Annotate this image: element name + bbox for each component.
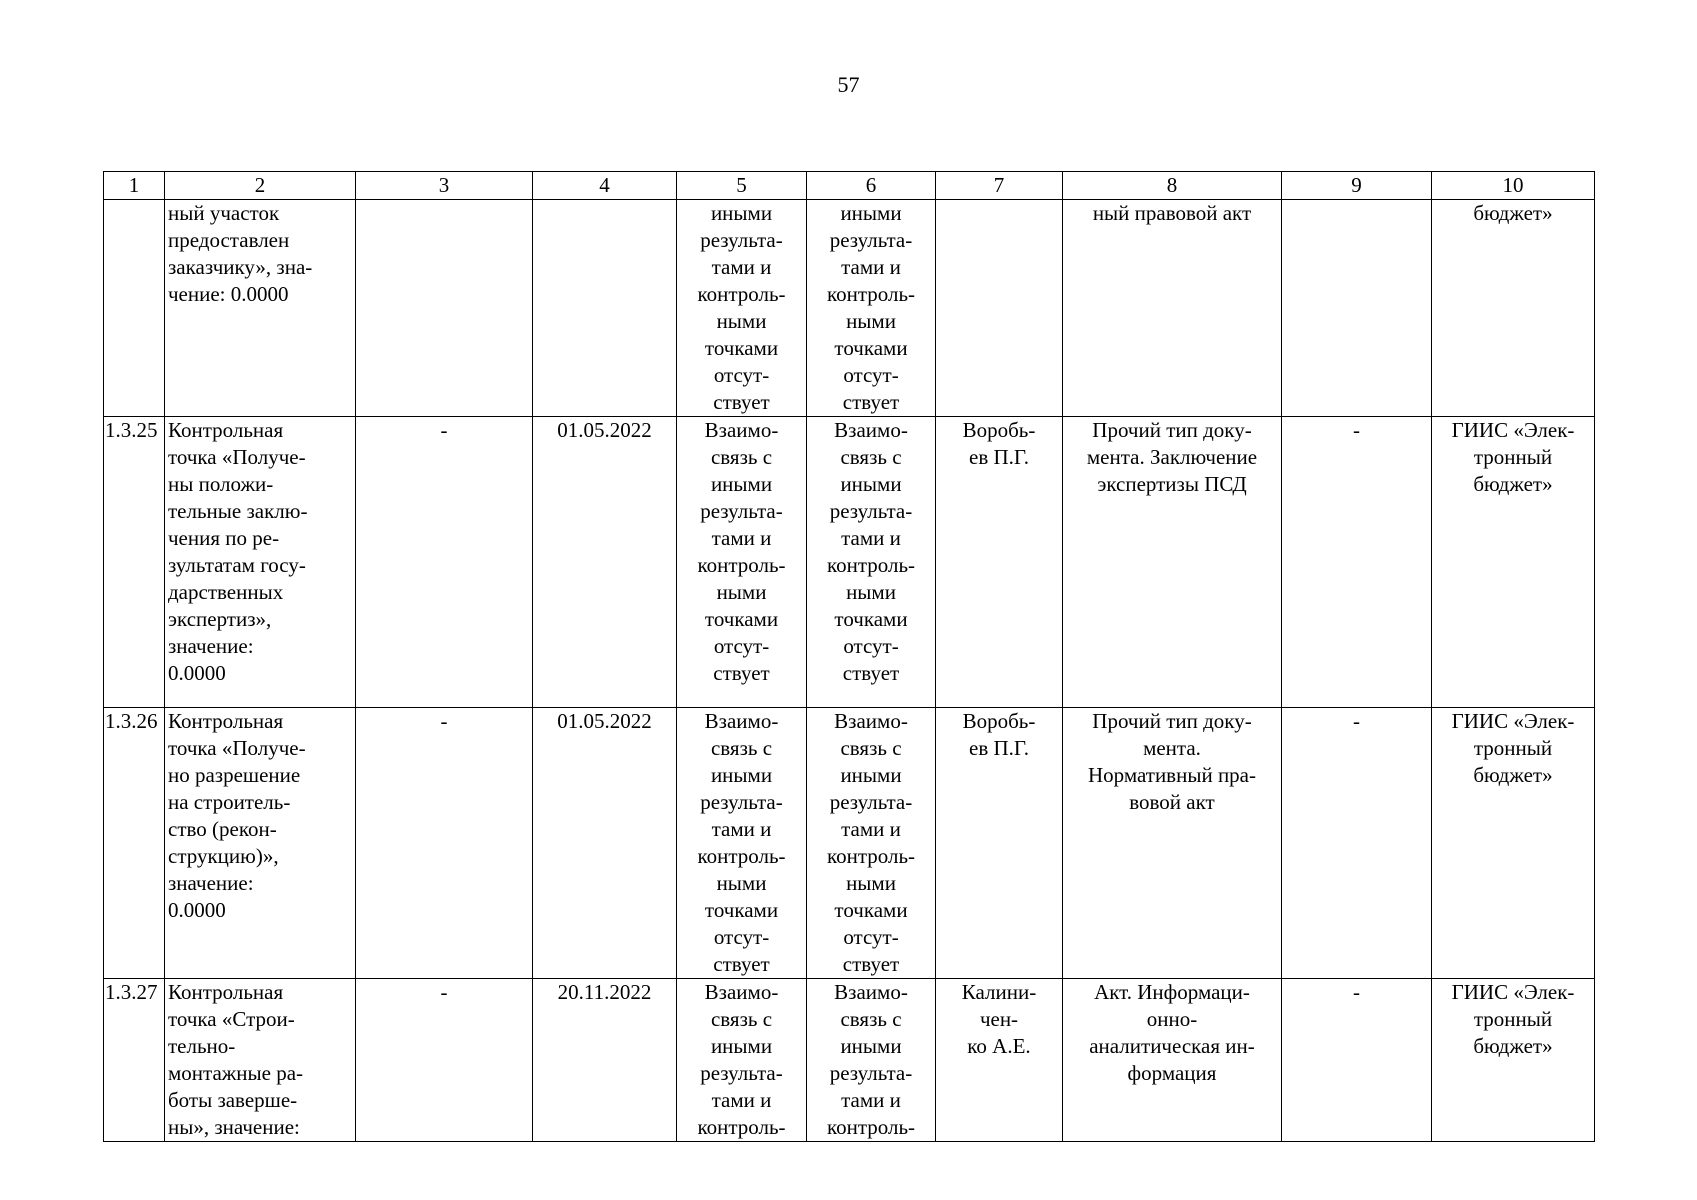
cell-line: тронный <box>1473 445 1553 469</box>
cell-line: отсут- <box>843 925 899 949</box>
responsible-cell <box>936 200 1063 417</box>
cell-line: Контрольная <box>168 709 284 733</box>
document-type-cell <box>1063 979 1282 1142</box>
row-number-cell: 1.3.25 <box>104 417 165 708</box>
column-header: 6 <box>807 172 936 200</box>
cell-line: онно- <box>1146 1007 1198 1031</box>
cell-line: тами и <box>711 255 772 279</box>
cell-line: тельные заклю- <box>168 499 308 523</box>
cell-line: иными <box>710 763 773 787</box>
date-cell: 01.05.2022 <box>533 708 677 979</box>
cell-line: значение: <box>168 634 254 658</box>
cell-line: чения по ре- <box>168 526 280 550</box>
cell-line: Взаимо- <box>704 709 779 733</box>
responsible-cell <box>936 708 1063 979</box>
document-type-cell <box>1063 708 1282 979</box>
cell-line: контроль- <box>697 282 786 306</box>
table-row <box>104 200 1595 417</box>
cell-line: отсут- <box>843 634 899 658</box>
cell-line: значение: <box>168 871 254 895</box>
table-header-row <box>104 172 1595 200</box>
cell-line: результа- <box>829 499 913 523</box>
cell-line: ный участок <box>168 201 280 225</box>
column-9-cell: - <box>1282 417 1432 708</box>
column-header: 8 <box>1063 172 1282 200</box>
item-name-cell <box>165 417 356 708</box>
cell-line: ствует <box>713 952 770 976</box>
cell-line: Взаимо- <box>704 418 779 442</box>
cell-line: ствует <box>713 390 770 414</box>
cell-line: точками <box>834 336 908 360</box>
cell-line: отсут- <box>713 363 770 387</box>
cell-line: Акт. Информаци- <box>1094 980 1250 1004</box>
cell-line: ствует <box>842 952 900 976</box>
cell-line: ными <box>716 580 767 604</box>
cell-line: отсут- <box>713 925 770 949</box>
cell-line: ными <box>716 871 767 895</box>
cell-line: аналитическая ин- <box>1089 1034 1255 1058</box>
item-name-cell <box>165 979 356 1142</box>
column-5-cell <box>677 200 807 417</box>
cell-line: контроль- <box>826 282 916 306</box>
cell-line: тами и <box>711 817 772 841</box>
cell-line: контроль- <box>697 1115 786 1139</box>
column-header: 10 <box>1432 172 1595 200</box>
responsible-cell <box>936 417 1063 708</box>
column-3-cell <box>356 200 533 417</box>
cell-line: заказчику», зна- <box>168 255 313 279</box>
cell-line: струкцию)», <box>168 844 279 868</box>
column-header: 9 <box>1282 172 1432 200</box>
row-number-cell: 1.3.26 <box>104 708 165 979</box>
cell-line: Взаимо- <box>704 980 779 1004</box>
cell-line: экспертизы ПСД <box>1097 472 1247 496</box>
cell-line: результа- <box>829 790 913 814</box>
date-cell: 01.05.2022 <box>533 417 677 708</box>
table-row <box>104 417 1595 708</box>
cell-line: иными <box>840 472 902 496</box>
column-5-cell <box>677 979 807 1142</box>
cell-line: зультатам госу- <box>168 553 306 577</box>
cell-line: тронный <box>1473 1007 1553 1031</box>
cell-line: 0.0000 <box>168 898 226 922</box>
column-9-cell: - <box>1282 708 1432 979</box>
cell-line: бюджет» <box>1473 1034 1553 1058</box>
cell-line: отсут- <box>843 363 899 387</box>
cell-line: Воробь- <box>962 709 1036 733</box>
cell-line: связь с <box>840 445 902 469</box>
cell-line: связь с <box>840 736 902 760</box>
cell-line: связь с <box>840 1007 902 1031</box>
cell-line: ными <box>846 871 896 895</box>
cell-line: ко А.Е. <box>967 1034 1031 1058</box>
cell-line: точка «Получе- <box>168 445 306 469</box>
cell-line: Контрольная <box>168 980 284 1004</box>
cell-line: ный правовой акт <box>1092 201 1252 225</box>
cell-line: точка «Получе- <box>168 736 306 760</box>
cell-line: ГИИС «Элек- <box>1451 980 1575 1004</box>
cell-line: точками <box>704 607 779 631</box>
cell-line: боты заверше- <box>168 1088 298 1112</box>
system-cell <box>1432 979 1595 1142</box>
cell-line: связь с <box>710 736 773 760</box>
cell-line: результа- <box>700 1061 783 1085</box>
cell-line: монтажные ра- <box>168 1061 304 1085</box>
cell-line: иными <box>840 201 902 225</box>
column-3-cell: - <box>356 979 533 1142</box>
cell-line: мента. Заключение <box>1086 445 1258 469</box>
cell-line: Воробь- <box>962 418 1036 442</box>
column-header: 2 <box>165 172 356 200</box>
cell-line: ствует <box>842 390 900 414</box>
cell-line: ными <box>846 309 896 333</box>
cell-line: результа- <box>700 228 783 252</box>
column-header: 3 <box>356 172 533 200</box>
cell-line: точками <box>834 607 908 631</box>
cell-line: тельно- <box>168 1034 236 1058</box>
cell-line: Взаимо- <box>834 418 908 442</box>
column-5-cell <box>677 708 807 979</box>
cell-line: тами и <box>711 1088 772 1112</box>
cell-line: результа- <box>700 499 783 523</box>
cell-line: точка «Строи- <box>168 1007 295 1031</box>
cell-line: на строитель- <box>168 790 291 814</box>
cell-line: ГИИС «Элек- <box>1451 418 1575 442</box>
cell-line: тами и <box>711 526 772 550</box>
cell-line: ствует <box>842 661 900 685</box>
cell-line: ство (рекон- <box>168 817 277 841</box>
column-6-cell <box>807 979 936 1142</box>
cell-line: дарственных <box>168 580 284 604</box>
cell-line: ГИИС «Элек- <box>1451 709 1575 733</box>
cell-line: ными <box>846 580 896 604</box>
item-name-cell <box>165 708 356 979</box>
cell-line: отсут- <box>713 634 770 658</box>
cell-line: тами и <box>841 817 901 841</box>
cell-line: бюджет» <box>1473 763 1553 787</box>
cell-line: связь с <box>710 445 773 469</box>
cell-line: тами и <box>841 526 901 550</box>
column-3-cell: - <box>356 708 533 979</box>
cell-line: иными <box>710 201 773 225</box>
date-cell: 20.11.2022 <box>533 979 677 1142</box>
cell-line: Контрольная <box>168 418 284 442</box>
column-header: 1 <box>104 172 165 200</box>
row-number-cell <box>104 200 165 417</box>
cell-line: Нормативный пра- <box>1088 763 1256 787</box>
date-cell <box>533 200 677 417</box>
cell-line: тронный <box>1473 736 1553 760</box>
cell-line: иными <box>840 763 902 787</box>
table-row <box>104 979 1595 1142</box>
cell-line: Прочий тип доку- <box>1092 418 1252 442</box>
cell-line: вовой акт <box>1129 790 1215 814</box>
column-9-cell: - <box>1282 979 1432 1142</box>
cell-line: чение: 0.0000 <box>168 282 289 306</box>
cell-line: результа- <box>829 228 913 252</box>
document-type-cell <box>1063 200 1282 417</box>
column-header: 5 <box>677 172 807 200</box>
report-table <box>103 171 1595 1142</box>
column-6-cell <box>807 708 936 979</box>
cell-line: иными <box>710 472 773 496</box>
cell-line: Взаимо- <box>834 980 908 1004</box>
cell-line: предоставлен <box>168 228 290 252</box>
column-6-cell <box>807 417 936 708</box>
cell-line: бюджет» <box>1473 472 1553 496</box>
cell-line: контроль- <box>697 553 786 577</box>
cell-line: ны», значение: <box>168 1115 300 1139</box>
cell-line: контроль- <box>826 1115 916 1139</box>
cell-line: экспертиз», <box>168 607 272 631</box>
item-name-cell <box>165 200 356 417</box>
cell-line: 0.0000 <box>168 661 226 685</box>
system-cell <box>1432 417 1595 708</box>
cell-line: иными <box>840 1034 902 1058</box>
responsible-cell <box>936 979 1063 1142</box>
cell-line: ев П.Г. <box>969 736 1029 760</box>
cell-line: ев П.Г. <box>969 445 1029 469</box>
cell-line: точками <box>834 898 908 922</box>
system-cell <box>1432 200 1595 417</box>
cell-line: связь с <box>710 1007 773 1031</box>
cell-line: бюджет» <box>1473 201 1553 225</box>
cell-line: результа- <box>700 790 783 814</box>
document-type-cell <box>1063 417 1282 708</box>
cell-line: но разрешение <box>168 763 301 787</box>
cell-line: ны положи- <box>168 472 274 496</box>
cell-line: точками <box>704 898 779 922</box>
column-9-cell <box>1282 200 1432 417</box>
cell-line: тами и <box>841 255 901 279</box>
system-cell <box>1432 708 1595 979</box>
page-number: 57 <box>837 72 860 97</box>
cell-line: контроль- <box>826 553 916 577</box>
column-header: 4 <box>533 172 677 200</box>
cell-line: иными <box>710 1034 773 1058</box>
cell-line: Прочий тип доку- <box>1092 709 1252 733</box>
cell-line: контроль- <box>826 844 916 868</box>
cell-line: ными <box>716 309 767 333</box>
column-5-cell <box>677 417 807 708</box>
row-number-cell: 1.3.27 <box>104 979 165 1142</box>
column-3-cell: - <box>356 417 533 708</box>
cell-line: контроль- <box>697 844 786 868</box>
cell-line: формация <box>1127 1061 1217 1085</box>
cell-line: ствует <box>713 661 770 685</box>
cell-line: мента. <box>1143 736 1201 760</box>
column-6-cell <box>807 200 936 417</box>
cell-line: Калини- <box>961 980 1037 1004</box>
column-header: 7 <box>936 172 1063 200</box>
cell-line: тами и <box>841 1088 901 1112</box>
cell-line: результа- <box>829 1061 913 1085</box>
cell-line: точками <box>704 336 779 360</box>
cell-line: Взаимо- <box>834 709 908 733</box>
cell-line: чен- <box>979 1007 1019 1031</box>
table-row <box>104 708 1595 979</box>
